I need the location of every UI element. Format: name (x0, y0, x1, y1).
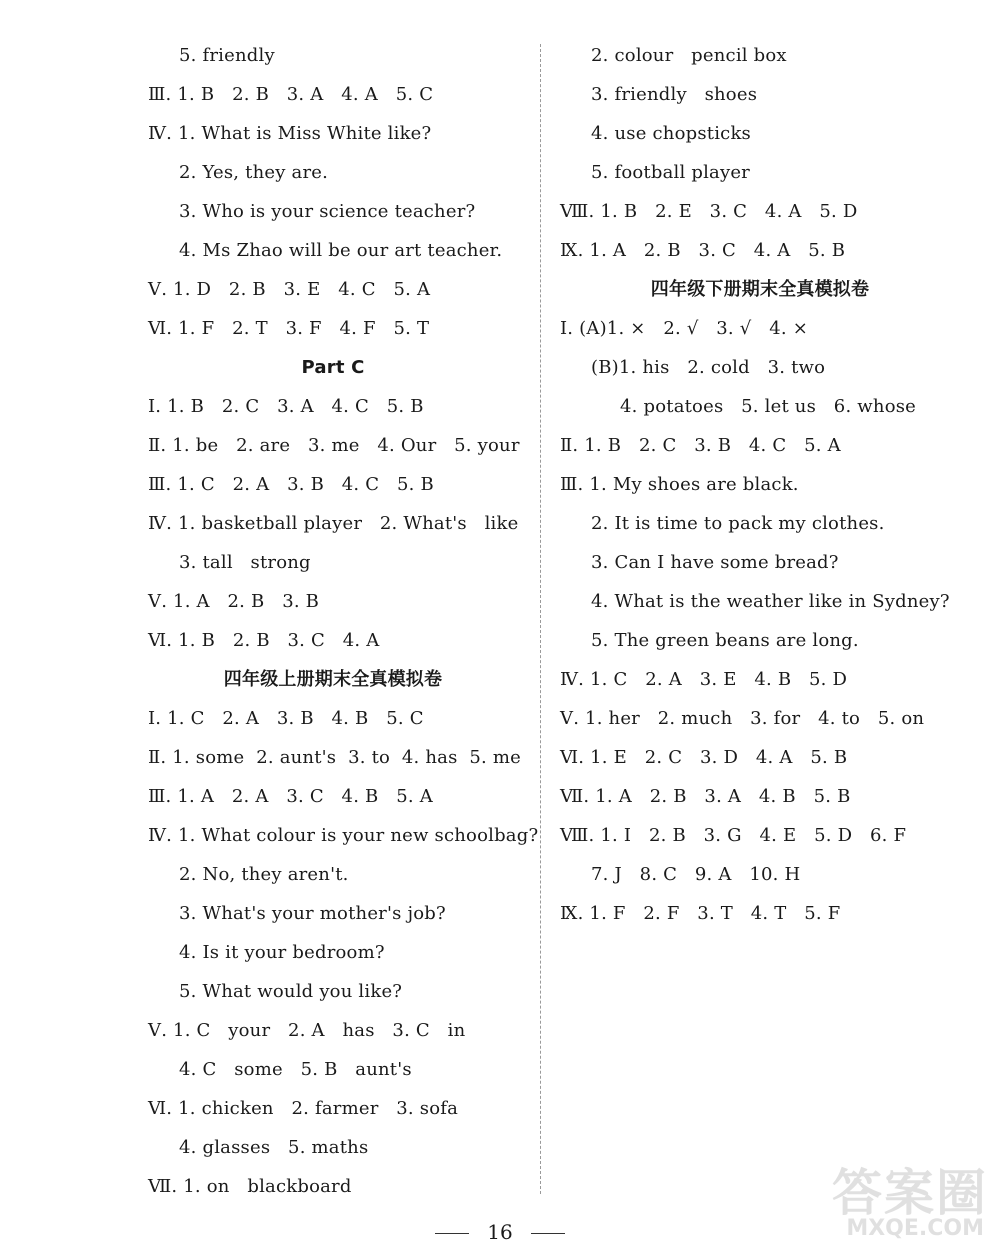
answer-line: Ⅴ. 1. D 2. B 3. E 4. C 5. A (148, 279, 431, 300)
answer-line: 4. Ms Zhao will be our art teacher. (179, 240, 503, 261)
answer-line: Ⅱ. 1. be 2. are 3. me 4. Our 5. your (148, 435, 520, 456)
answer-line: Ⅱ. 1. B 2. C 3. B 4. C 5. A (560, 435, 841, 456)
section-heading-grade4-first-term: 四年级上册期末全真模拟卷 (223, 669, 443, 690)
answer-line: 3. tall strong (179, 552, 311, 573)
answer-line: Ⅷ. 1. I 2. B 3. G 4. E 5. D 6. F (560, 825, 907, 846)
answer-line: Ⅶ. 1. A 2. B 3. A 4. B 5. B (560, 786, 851, 807)
section-heading-grade4-second-term: 四年级下册期末全真模拟卷 (650, 279, 870, 300)
answer-line: Ⅳ. 1. basketball player 2. What's like (148, 513, 519, 534)
answer-line: Ⅳ. 1. C 2. A 3. E 4. B 5. D (560, 669, 848, 690)
answer-line: Ⅰ. 1. B 2. C 3. A 4. C 5. B (148, 396, 424, 417)
answer-line: Ⅲ. 1. C 2. A 3. B 4. C 5. B (148, 474, 434, 495)
answer-line: 4. Is it your bedroom? (179, 942, 385, 963)
answer-line: Ⅵ. 1. chicken 2. farmer 3. sofa (148, 1098, 459, 1119)
answer-line: 5. What would you like? (179, 981, 403, 1002)
watermark-en-text: MXQE.COM (846, 1216, 984, 1241)
answer-line: Ⅴ. 1. A 2. B 3. B (148, 591, 320, 612)
answer-line: Ⅸ. 1. A 2. B 3. C 4. A 5. B (560, 240, 846, 261)
watermark-cn-text: 答案圈 (832, 1164, 988, 1222)
footer-dash-right (531, 1233, 565, 1234)
answer-line: Ⅵ. 1. B 2. B 3. C 4. A (148, 630, 380, 651)
answer-line: 4. What is the weather like in Sydney? (591, 591, 950, 612)
answer-line: Ⅲ. 1. My shoes are black. (560, 474, 799, 495)
answer-line: Ⅶ. 1. on blackboard (148, 1176, 352, 1197)
answer-line: 7. J 8. C 9. A 10. H (591, 864, 801, 885)
answer-line: 3. What's your mother's job? (179, 903, 446, 924)
left-column (148, 36, 539, 1206)
answer-line: Ⅵ. 1. F 2. T 3. F 4. F 5. T (148, 318, 430, 339)
answer-line: Ⅷ. 1. B 2. E 3. C 4. A 5. D (560, 201, 858, 222)
column-divider (540, 44, 541, 1194)
answer-line: 5. football player (591, 162, 750, 183)
answer-line: Ⅴ. 1. C your 2. A has 3. C in (148, 1020, 466, 1041)
answer-line: Ⅳ. 1. What is Miss White like? (148, 123, 432, 144)
answer-line: 5. The green beans are long. (591, 630, 859, 651)
answer-line: Ⅴ. 1. her 2. much 3. for 4. to 5. on (560, 708, 925, 729)
watermark-logo (768, 1153, 988, 1243)
answer-line: 3. Can I have some bread? (591, 552, 839, 573)
right-column (560, 36, 960, 933)
answer-line: (B)1. his 2. cold 3. two (591, 357, 826, 378)
answer-line: 2. colour pencil box (591, 45, 787, 66)
answer-line: 2. No, they aren't. (179, 864, 349, 885)
answer-line: 2. Yes, they are. (179, 162, 329, 183)
section-heading-part-c: Part C (301, 357, 365, 378)
answer-line: 3. Who is your science teacher? (179, 201, 476, 222)
answer-line: 4. C some 5. B aunt's (179, 1059, 412, 1080)
answer-line: 4. use chopsticks (591, 123, 751, 144)
answer-line: Ⅰ. 1. C 2. A 3. B 4. B 5. C (148, 708, 424, 729)
answer-line: Ⅲ. 1. A 2. A 3. C 4. B 5. A (148, 786, 433, 807)
answer-line: 4. glasses 5. maths (179, 1137, 369, 1158)
answer-line: 4. potatoes 5. let us 6. whose (620, 396, 917, 417)
answer-line: Ⅲ. 1. B 2. B 3. A 4. A 5. C (148, 84, 434, 105)
answer-line: 2. It is time to pack my clothes. (591, 513, 885, 534)
answer-line: Ⅰ. (A)1. × 2. √ 3. √ 4. × (560, 318, 808, 339)
answer-line: Ⅱ. 1. some 2. aunt's 3. to 4. has 5. me (148, 747, 522, 768)
answer-line: 5. friendly (179, 45, 275, 66)
answer-line: Ⅳ. 1. What colour is your new schoolbag? (148, 825, 539, 846)
answer-line: 3. friendly shoes (591, 84, 758, 105)
page-number: 16 (487, 1220, 513, 1244)
footer-dash-left (435, 1233, 469, 1234)
answer-line: Ⅸ. 1. F 2. F 3. T 4. T 5. F (560, 903, 841, 924)
answer-line: Ⅵ. 1. E 2. C 3. D 4. A 5. B (560, 747, 848, 768)
